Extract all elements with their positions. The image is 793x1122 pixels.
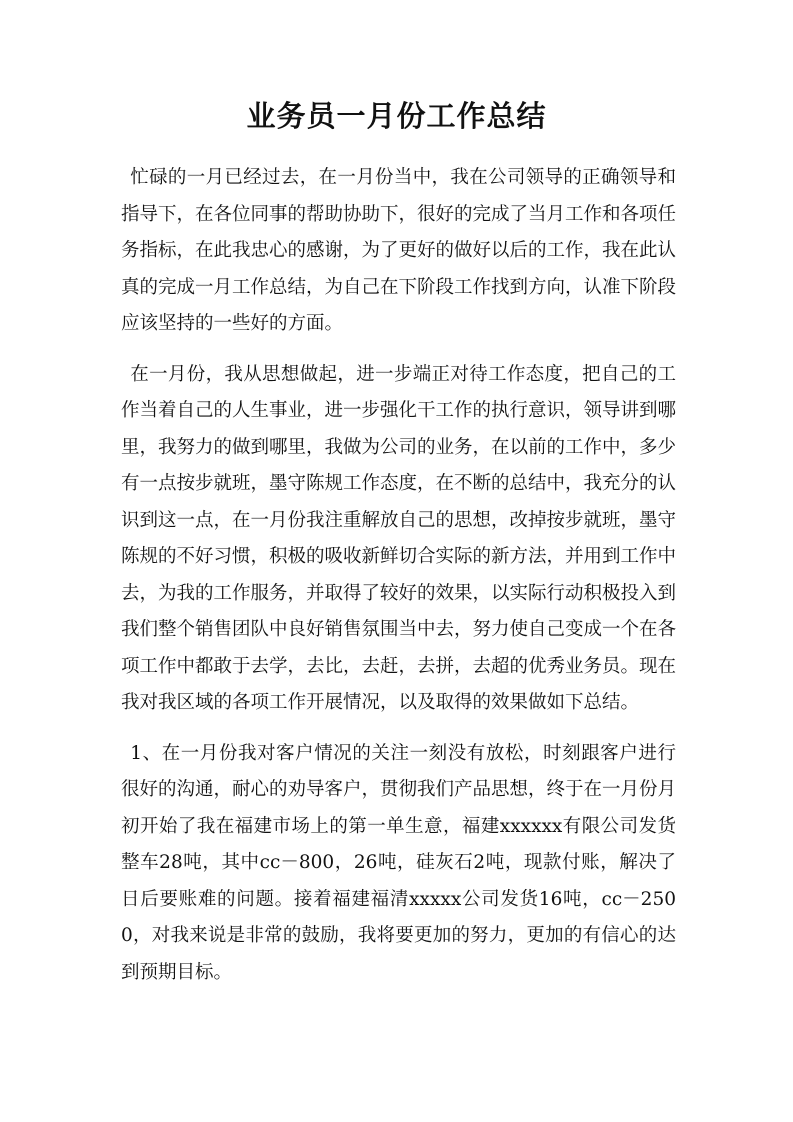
paragraph-intro: 忙碌的一月已经过去，在一月份当中，我在公司领导的正确领导和指导下，在各位同事的帮助协助下，很好的完成了当月工作和各项任务指标，在此我忠心的感谢，为了更好的做好以后的工作，我在此认真的完成一月工作总结，为自己在下阶段工作找到方向，认准下阶段应该坚持的一些好的方面。 [121, 167, 677, 334]
page-title: 业务员一月份工作总结 [246, 99, 547, 133]
document-body [121, 160, 676, 991]
paragraph-item-1: 1、在一月份我对客户情况的关注一刻没有放松，时刻跟客户进行很好的沟通，耐心的劝导客户，贯彻我们产品思想，终于在一月份月初开始了我在福建市场上的第一单生意，福建xxxxxx有限公司发货整车28吨，其中cc－800，26吨，硅灰石2吨，现款付账，解决了日后要账难的问题。接着福建福清xxxxx公司发货16吨，cc－2500，对我来说是非常的鼓励，我将要更加的努力，更加的有信心的达到预期目标。 [121, 742, 677, 983]
paragraph-attitude: 在一月份，我从思想做起，进一步端正对待工作态度，把自己的工作当着自己的人生事业，进一步强化干工作的执行意识，领导讲到哪里，我努力的做到哪里，我做为公司的业务，在以前的工作中，多少有一点按步就班，墨守陈规工作态度，在不断的总结中，我充分的认识到这一点，在一月份我注重解放自己的思想，改掉按步就班，墨守陈规的不好习惯，积极的吸收新鲜切合实际的新方法，并用到工作中去，为我的工作服务，并取得了较好的效果，以实际行动积极投入到我们整个销售团队中良好销售氛围当中去，努力使自己变成一个在各项工作中都敢于去学，去比，去赶，去拼，去超的优秀业务员。现在我对我区域的各项工作开展情况，以及取得的效果做如下总结。 [121, 363, 677, 713]
